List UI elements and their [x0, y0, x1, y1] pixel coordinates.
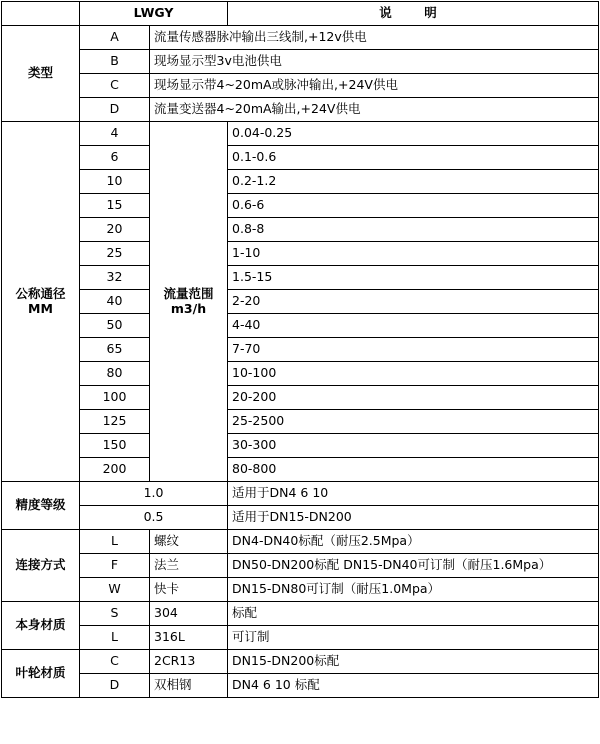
table-row [2, 482, 599, 506]
desc-cell: 7-70 [228, 338, 599, 362]
code-cell: 50 [80, 314, 150, 338]
desc-cell: 可订制 [228, 626, 599, 650]
table-row [2, 98, 599, 122]
code-cell: 65 [80, 338, 150, 362]
table-row [2, 362, 599, 386]
code-cell: 125 [80, 410, 150, 434]
desc-cell: 1-10 [228, 242, 599, 266]
desc-cell: 80-800 [228, 458, 599, 482]
desc-cell: DN50-DN200标配 DN15-DN40可订制（耐压1.6Mpa） [228, 554, 599, 578]
desc-cell: 0.6-6 [228, 194, 599, 218]
desc-cell: 适用于DN4 6 10 [228, 482, 599, 506]
table-header-row [2, 2, 599, 26]
code-cell: 150 [80, 434, 150, 458]
code-cell: 80 [80, 362, 150, 386]
code-cell: W [80, 578, 150, 602]
table-row [2, 146, 599, 170]
code-cell: 25 [80, 242, 150, 266]
mid-cell: 双相钢 [150, 674, 228, 698]
row-label-accuracy-class: 精度等级 [2, 482, 80, 530]
flow-range-line-2: m3/h [170, 300, 207, 316]
table-row [2, 434, 599, 458]
code-cell: L [80, 530, 150, 554]
table-row [2, 218, 599, 242]
label-line-2: MM [28, 300, 53, 316]
code-cell: L [80, 626, 150, 650]
row-label-impeller-material: 叶轮材质 [2, 650, 80, 698]
table-row [2, 170, 599, 194]
code-cell: C [80, 74, 150, 98]
mid-cell: 法兰 [150, 554, 228, 578]
mid-cell: 螺纹 [150, 530, 228, 554]
desc-cell: 流量变送器4~20mA输出,+24V供电 [150, 98, 599, 122]
desc-cell: 0.2-1.2 [228, 170, 599, 194]
mid-cell: 304 [150, 602, 228, 626]
table-row [2, 26, 599, 50]
flow-range-line-1: 流量范围 [163, 286, 214, 302]
table-row [2, 74, 599, 98]
code-cell: 4 [80, 122, 150, 146]
desc-cell: 20-200 [228, 386, 599, 410]
table-row [2, 650, 599, 674]
table-row [2, 602, 599, 626]
code-cell: 10 [80, 170, 150, 194]
mid-cell: 2CR13 [150, 650, 228, 674]
desc-cell: 25-2500 [228, 410, 599, 434]
desc-cell: DN4 6 10 标配 [228, 674, 599, 698]
table-row [2, 194, 599, 218]
desc-cell: 现场显示型3v电池供电 [150, 50, 599, 74]
code-cell: D [80, 674, 150, 698]
table-row [2, 290, 599, 314]
desc-cell: 0.04-0.25 [228, 122, 599, 146]
table-row [2, 242, 599, 266]
table-row [2, 50, 599, 74]
header-model: LWGY [80, 2, 228, 26]
desc-cell: DN15-DN80可订制（耐压1.0Mpa） [228, 578, 599, 602]
desc-cell: 流量传感器脉冲输出三线制,+12v供电 [150, 26, 599, 50]
row-label-body-material: 本身材质 [2, 602, 80, 650]
row-label-nominal-diameter [2, 122, 80, 482]
code-cell: F [80, 554, 150, 578]
row-label-type: 类型 [2, 26, 80, 122]
desc-cell: DN15-DN200标配 [228, 650, 599, 674]
table-row [2, 122, 599, 146]
desc-cell: 适用于DN15-DN200 [228, 506, 599, 530]
header-description: 说 明 [228, 2, 599, 26]
desc-cell: 0.1-0.6 [228, 146, 599, 170]
desc-cell: 1.5-15 [228, 266, 599, 290]
table-row [2, 410, 599, 434]
code-cell: S [80, 602, 150, 626]
desc-cell: 2-20 [228, 290, 599, 314]
table-row [2, 386, 599, 410]
table-row [2, 338, 599, 362]
row-label-connection-type: 连接方式 [2, 530, 80, 602]
code-cell: 20 [80, 218, 150, 242]
table-row [2, 506, 599, 530]
table-row [2, 266, 599, 290]
table-row [2, 554, 599, 578]
desc-cell: 10-100 [228, 362, 599, 386]
code-cell: C [80, 650, 150, 674]
desc-cell: DN4-DN40标配（耐压2.5Mpa） [228, 530, 599, 554]
header-blank [2, 2, 80, 26]
code-cell: A [80, 26, 150, 50]
table-row [2, 674, 599, 698]
table-row [2, 578, 599, 602]
code-cell: 15 [80, 194, 150, 218]
code-cell: D [80, 98, 150, 122]
code-cell: 6 [80, 146, 150, 170]
table-row [2, 626, 599, 650]
code-cell: 1.0 [80, 482, 228, 506]
mid-cell: 316L [150, 626, 228, 650]
desc-cell: 30-300 [228, 434, 599, 458]
code-cell: 0.5 [80, 506, 228, 530]
desc-cell: 现场显示带4~20mA或脉冲输出,+24V供电 [150, 74, 599, 98]
code-cell: 40 [80, 290, 150, 314]
code-cell: B [80, 50, 150, 74]
table-row [2, 314, 599, 338]
specification-table [1, 1, 599, 698]
code-cell: 200 [80, 458, 150, 482]
code-cell: 32 [80, 266, 150, 290]
desc-cell: 4-40 [228, 314, 599, 338]
label-line-1: 公称通径 [15, 286, 66, 302]
desc-cell: 0.8-8 [228, 218, 599, 242]
mid-cell: 快卡 [150, 578, 228, 602]
code-cell: 100 [80, 386, 150, 410]
flow-range-label [150, 122, 228, 482]
table-row [2, 458, 599, 482]
desc-cell: 标配 [228, 602, 599, 626]
table-row [2, 530, 599, 554]
